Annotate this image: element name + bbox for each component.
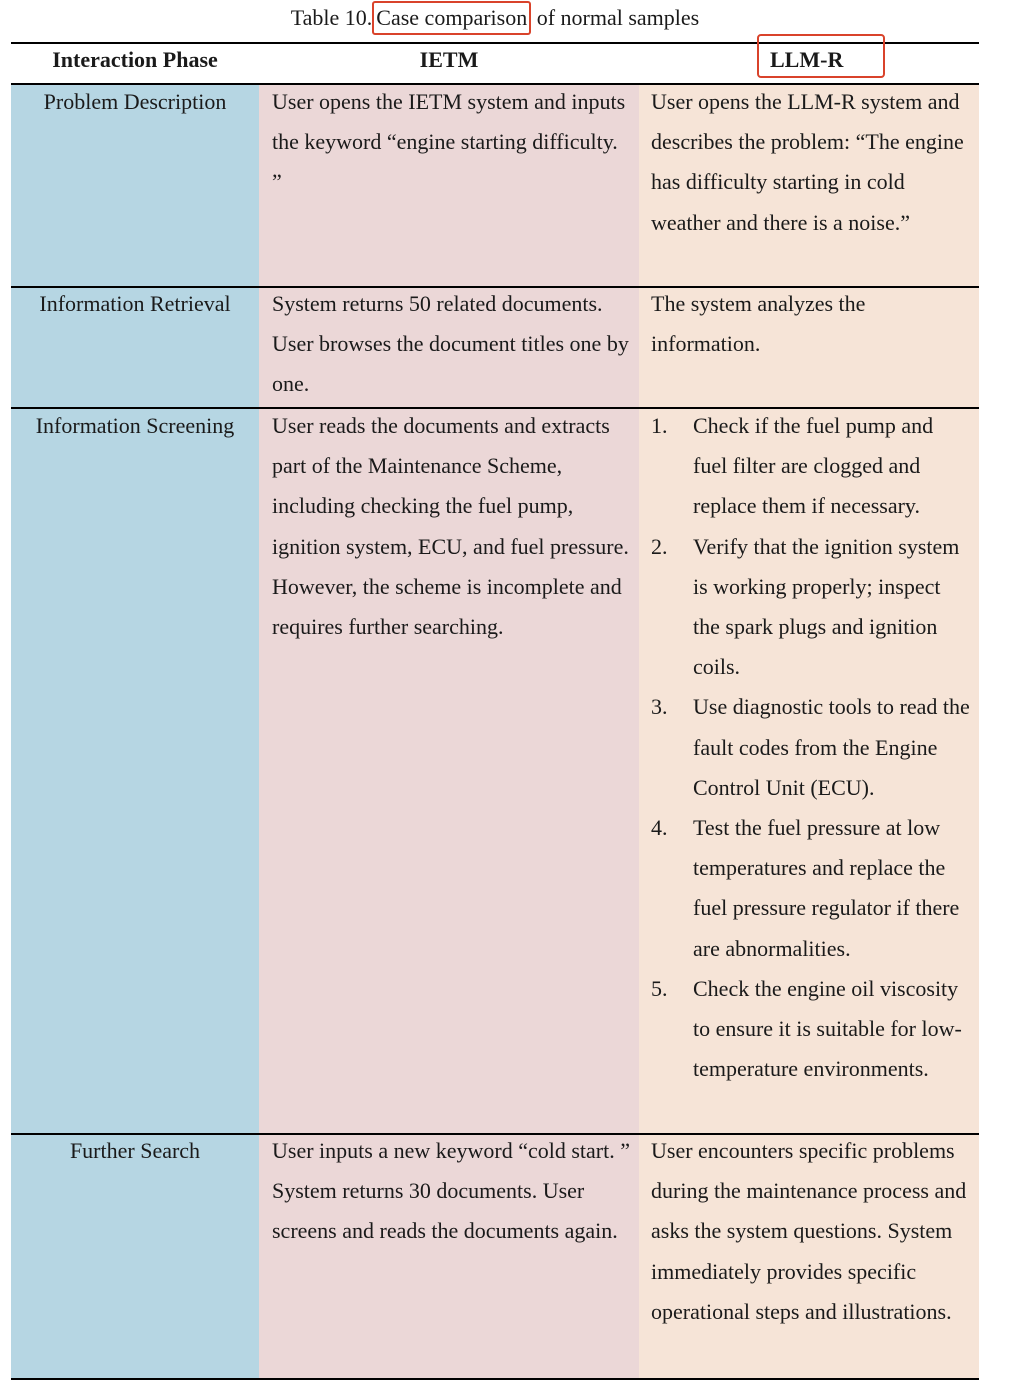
step-number: 1. — [651, 413, 668, 438]
table-caption — [0, 0, 990, 36]
step-number: 3. — [651, 694, 668, 720]
step-text: Verify that the ignition system is working properly; inspect the spark plugs and ignition coils. — [693, 533, 960, 680]
bottom-rule — [11, 1378, 979, 1380]
list-item — [651, 969, 971, 1090]
step-text: Check the engine oil viscosity to ensure it is suitable for low-temperature environments. — [693, 975, 962, 1082]
list-item — [651, 406, 971, 527]
step-text: Check if the fuel pump and fuel filter are clogged and replace them if necessary. — [693, 413, 934, 519]
step-number: 2. — [651, 533, 668, 559]
header-ietm: IETM — [419, 47, 479, 72]
list-item — [651, 808, 971, 969]
row-llm-information-screening — [639, 406, 979, 1089]
step-text: Use diagnostic tools to read the fault codes from the Engine Control Unit (ECU). — [693, 694, 970, 800]
phase-column-bg — [11, 85, 259, 1379]
row-llm-problem-description: User opens the LLM-R system and describes the problem: “The engine has difficulty starting in cold weather and there is a noise.” — [651, 89, 964, 235]
step-number: 4. — [651, 815, 668, 841]
row-llm-further-search: User encounters specific problems during the maintenance process and asks the system questions. System immediately provides specific operational steps and illustrations. — [651, 1138, 967, 1324]
row-phase-problem-description: Problem Description — [43, 89, 227, 114]
caption-prefix: Table 10. — [290, 5, 373, 30]
list-item — [651, 527, 971, 688]
step-number: 5. — [651, 975, 668, 1001]
row-ietm-information-retrieval: System returns 50 related documents. User browses the document titles one by one. — [272, 291, 629, 397]
row-llm-information-retrieval: The system analyzes the information. — [651, 291, 866, 357]
llm-step-list — [651, 406, 971, 1089]
step-text: Test the fuel pressure at low temperatures and replace the fuel pressure regulator if there are abnormalities. — [693, 815, 960, 961]
row-ietm-further-search: User inputs a new keyword “cold start. ” System returns 30 documents. User screens and reads the documents again. — [272, 1138, 631, 1244]
header-llm: LLM-R — [757, 34, 885, 78]
row-phase-information-retrieval: Information Retrieval — [39, 291, 231, 316]
row-ietm-problem-description: User opens the IETM system and inputs the keyword “engine starting difficulty. ” — [272, 89, 626, 195]
caption-suffix: of normal samples — [531, 5, 700, 30]
row-phase-further-search: Further Search — [69, 1138, 201, 1163]
list-item — [651, 687, 971, 808]
row-ietm-information-screening: User reads the documents and extracts part of the Maintenance Scheme, including checking the fuel pump, ignition system, ECU, and fuel pressure. However, the scheme is incomplete and requires further searching. — [272, 413, 629, 640]
caption-highlight: Case comparison — [372, 1, 531, 35]
header-phase: Interaction Phase — [52, 47, 218, 72]
row-phase-information-screening: Information Screening — [35, 413, 235, 438]
